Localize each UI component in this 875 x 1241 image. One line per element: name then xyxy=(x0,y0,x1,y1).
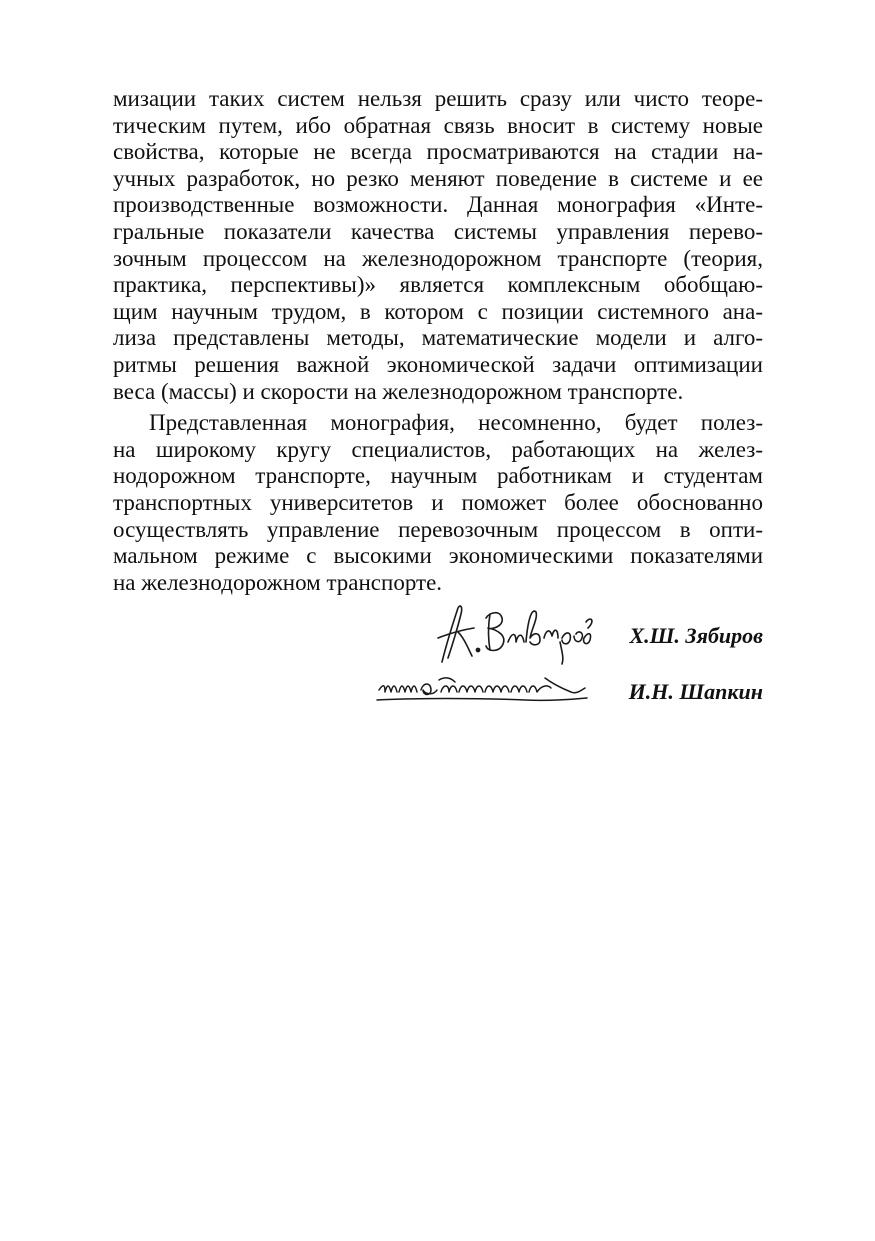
author-signature-block-2 xyxy=(0,664,875,724)
text-line: зочным процессом на железнодорожном транспорте (теория, xyxy=(113,245,763,271)
text-line: транспортных университетов и поможет более обоснованно xyxy=(113,489,763,515)
handwritten-signature xyxy=(375,670,590,706)
text-line: ритмы решения важной экономической задачи оптимизации xyxy=(113,351,763,377)
text-line: учных разработок, но резко меняют поведение в системе и ее xyxy=(113,165,763,191)
text-line: Представленная монография, несомненно, будет полез- xyxy=(149,410,763,436)
text-line: свойства, которые не всегда просматриваются на стадии на- xyxy=(113,139,763,165)
text-line: веса (массы) и скорости на железнодорожном транспорте. xyxy=(113,378,684,404)
author-name: И.Н. Шапкин xyxy=(628,679,763,704)
text-line: мальном режиме с высокими экономическими показателями xyxy=(113,543,763,569)
text-line: на железнодорожном транспорте. xyxy=(113,569,443,595)
body-text xyxy=(113,86,763,596)
author-name: Х.Ш. Зябиров xyxy=(629,623,763,648)
text-line: осуществлять управление перевозочным процессом в опти- xyxy=(113,516,763,542)
text-line: тическим путем, ибо обратная связь вносит в систему новые xyxy=(113,112,763,138)
paragraph-1 xyxy=(113,86,763,405)
text-line: мизации таких систем нельзя решить сразу или чисто теоре- xyxy=(113,86,763,111)
text-line: лиза представлены методы, математические модели и алго- xyxy=(113,325,763,351)
handwritten-signature xyxy=(428,598,598,670)
text-line: на широкому кругу специалистов, работающих на желез- xyxy=(113,436,763,462)
text-line: нодорожном транспорте, научным работникам и студентам xyxy=(113,463,763,489)
text-line: гральные показатели качества системы управления перево- xyxy=(113,218,763,244)
text-line: практика, перспективы)» является комплексным обобщаю- xyxy=(113,272,763,298)
paragraph-2 xyxy=(113,410,763,596)
text-line: производственные возможности. Данная монография «Инте- xyxy=(113,192,763,218)
text-line: щим научным трудом, в котором с позиции системного ана- xyxy=(113,298,763,324)
author-signature-block-1 xyxy=(0,598,875,658)
